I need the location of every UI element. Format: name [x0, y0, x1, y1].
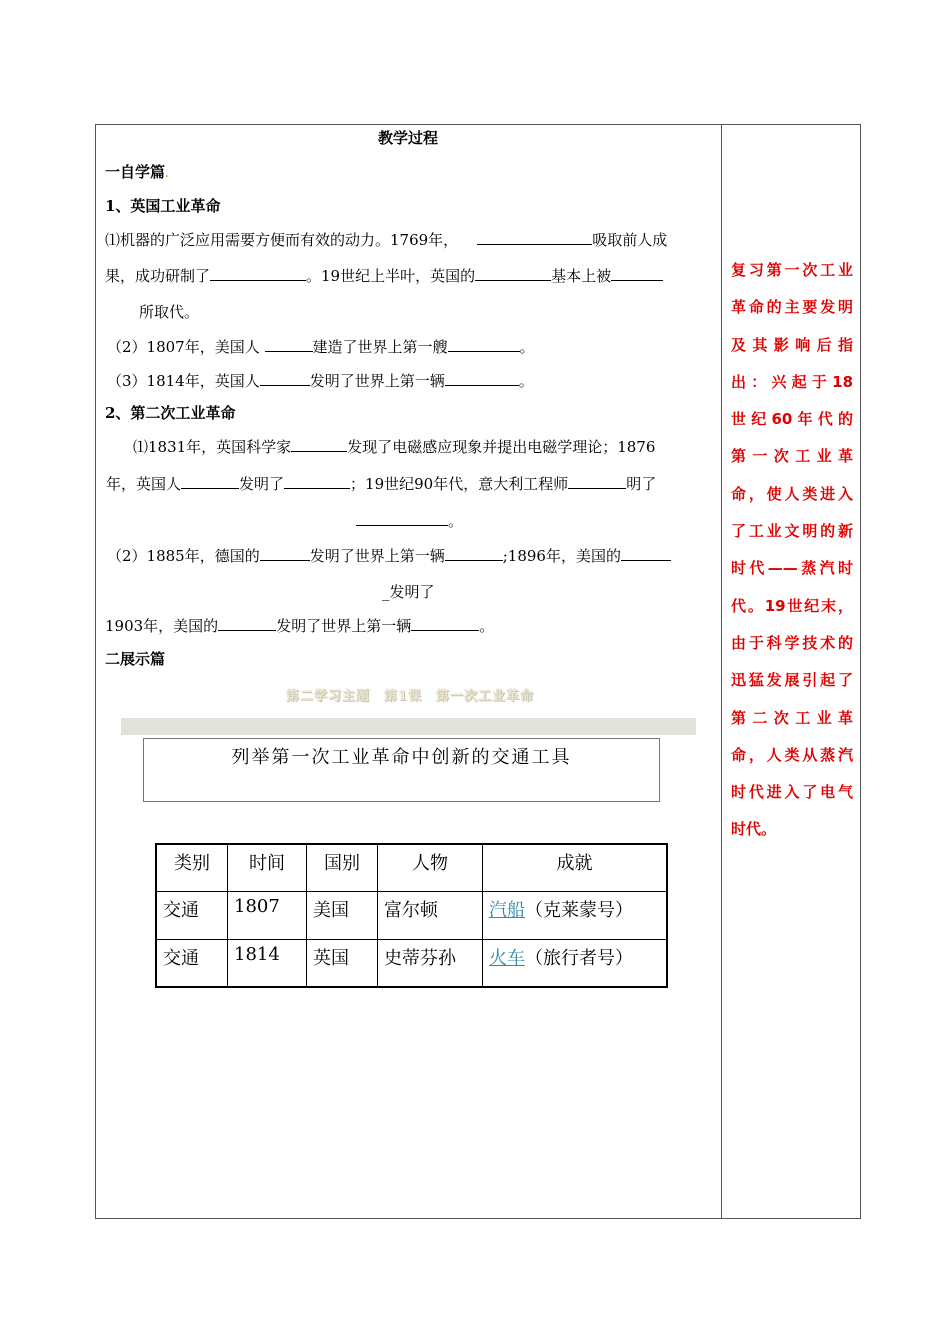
blank[interactable]: [218, 616, 276, 631]
sidebar-line: 代。19世纪末，: [731, 596, 853, 615]
blank[interactable]: [448, 337, 520, 352]
sidebar-line: 复习第一次工业: [731, 261, 853, 279]
sidebar-line: 世纪60年代的: [731, 410, 853, 429]
table-cell: 富尔顿: [378, 892, 483, 939]
table-cell: 汽船（克莱蒙号）: [483, 892, 668, 939]
blank[interactable]: [181, 474, 239, 489]
blank[interactable]: [475, 266, 551, 281]
paragraph-1-line1: ⑴机器的广泛应用需要方便而有效的动力。1769年， 吸取前人成: [105, 231, 668, 249]
sidebar-line: 第二次工业革: [731, 708, 853, 727]
paragraph-5-line1: （2）1885年，德国的 发明了世界上第一辆 ;1896年，美国的: [107, 546, 671, 566]
blank[interactable]: [356, 511, 448, 526]
sidebar-line: 时代。: [731, 820, 777, 839]
achievement-link[interactable]: 汽船: [489, 900, 525, 922]
sidebar-line: 出：兴起于18: [731, 372, 853, 391]
blank[interactable]: [210, 266, 306, 281]
table-cell: 1807: [228, 892, 307, 939]
sidebar-line: 由于科学技术的: [731, 633, 853, 652]
column-divider: [721, 124, 722, 1219]
sidebar-line: 时代进入了电气: [731, 783, 853, 802]
table-header-cell: 类别: [156, 844, 228, 892]
prompt-box-text: 列举第一次工业革命中创新的交通工具: [231, 747, 572, 768]
paragraph-4-line3: 。: [356, 511, 463, 531]
blank[interactable]: [265, 337, 313, 352]
sidebar-note: [731, 252, 853, 849]
sidebar-line: 了工业文明的新: [731, 522, 853, 541]
sidebar-line: 第一次工业革: [731, 447, 853, 466]
paragraph-1-line3: 所取代。: [139, 303, 200, 321]
sidebar-line: 命，使人类进入: [731, 484, 853, 503]
sidebar-line: 时代——蒸汽时: [731, 559, 853, 578]
table-header-cell: 时间: [228, 844, 307, 892]
section-heading-2: 二展示篇: [105, 650, 166, 668]
table-header-cell: 国别: [307, 844, 378, 892]
paragraph-1-line2: 果，成功研制了 。19世纪上半叶，英国的 基本上被: [105, 266, 663, 286]
page-title: 教学过程: [377, 129, 438, 147]
subsection-heading-1: 1、英国工业革命: [105, 197, 221, 215]
sidebar-line: 及其影响后指: [731, 335, 853, 354]
achievement-link[interactable]: 火车: [489, 947, 525, 969]
paragraph-6: 1903年，美国的 发明了世界上第一辆 。: [105, 617, 495, 635]
blank[interactable]: [477, 230, 592, 245]
table-header-row: [156, 844, 667, 892]
blank[interactable]: [260, 371, 310, 386]
blank[interactable]: [260, 546, 310, 561]
transport-table: [155, 843, 668, 988]
banner-bar: [121, 718, 696, 735]
blank[interactable]: [284, 474, 350, 489]
table-row: [156, 892, 667, 939]
blank[interactable]: [445, 546, 503, 561]
blank[interactable]: [291, 437, 347, 452]
paragraph-3: （3）1814年，英国人 发明了世界上第一辆 。: [107, 372, 534, 390]
table-cell: 1814: [228, 939, 307, 987]
subsection-heading-2: 2、第二次工业革命: [105, 404, 236, 422]
paragraph-4-line1: ⑴1831年，英国科学家 发现了电磁感应现象并提出电磁学理论；1876: [133, 438, 656, 456]
table-cell: 英国: [307, 939, 378, 987]
sidebar-line: 命，人类从蒸汽: [731, 745, 853, 764]
table-header-cell: 成就: [483, 844, 668, 892]
table-cell: 交通: [156, 939, 228, 987]
section-heading-1: 一自学篇.: [105, 163, 169, 181]
prompt-box: [143, 738, 660, 802]
table-cell: 美国: [307, 892, 378, 939]
blank[interactable]: [621, 546, 671, 561]
table-row: [156, 939, 667, 987]
table-cell: 火车（旅行者号）: [483, 939, 668, 987]
blank[interactable]: [611, 266, 663, 281]
blank[interactable]: [411, 616, 479, 631]
sidebar-line: 革命的主要发明: [731, 298, 853, 317]
sidebar-line: 迅猛发展引起了: [731, 671, 853, 690]
table-cell: 史蒂芬孙: [378, 939, 483, 987]
paragraph-4-line2: 年，英国人 发明了 ；19世纪90年代，意大利工程师 明了: [106, 475, 657, 493]
lesson-banner: 第二学习主题 第1课 第一次工业革命: [285, 689, 535, 704]
blank[interactable]: [568, 474, 626, 489]
blank[interactable]: [445, 371, 519, 386]
paragraph-5-line2: _发明了: [382, 583, 435, 601]
table-cell: 交通: [156, 892, 228, 939]
paragraph-2: （2）1807年，美国人 建造了世界上第一艘 。: [107, 338, 535, 356]
table-header-cell: 人物: [378, 844, 483, 892]
